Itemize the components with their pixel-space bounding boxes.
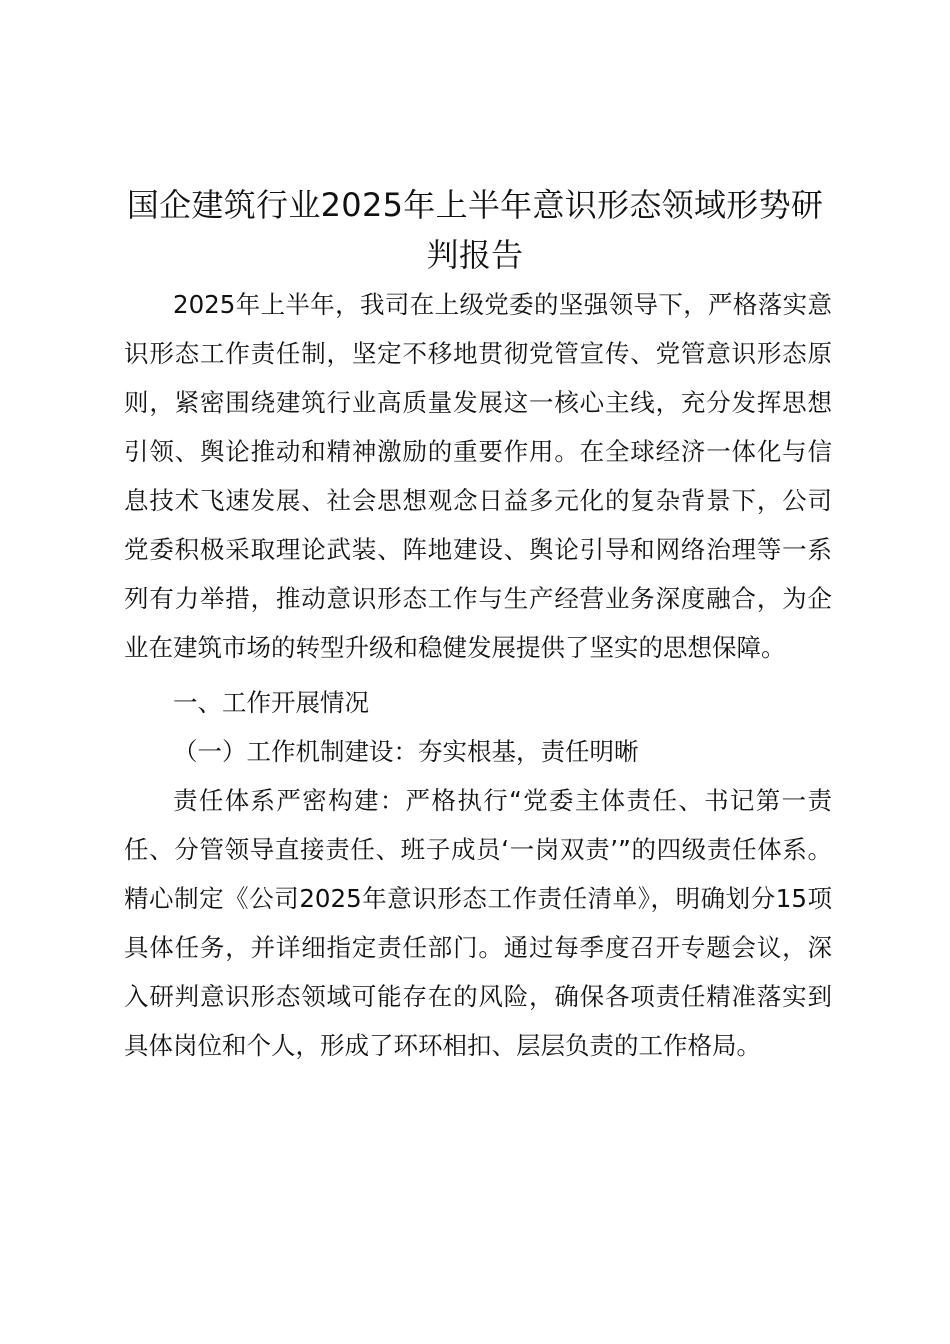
section-heading: 一、工作开展情况 — [173, 688, 369, 717]
document-title: 国企建筑行业2025年上半年意识形态领域形势研判报告 — [126, 186, 824, 274]
body-paragraph: 责任体系严密构建：严格执行“党委主体责任、书记第一责任、分管领导直接责任、班子成员‘一岗双责’”的四级责任体系。精心制定《公司2025年意识形态工作责任清单》，明确划分15项具体任务，并详细指定责任部门。通过每季度召开专题会议，深入研判意识形态领域可能存在的风险，确保各项责任精准落实到具体岗位和个人，形成了环环相扣、层层负责的工作格局。 — [124, 786, 832, 1060]
subsection-heading: （一）工作机制建设：夯实根基，责任明晰 — [173, 737, 639, 766]
intro-paragraph: 2025年上半年，我司在上级党委的坚强领导下，严格落实意识形态工作责任制，坚定不移地贯彻党管宣传、党管意识形态原则，紧密围绕建筑行业高质量发展这一核心主线，充分发挥思想引领、舆论推动和精神激励的重要作用。在全球经济一体化与信息技术飞速发展、社会思想观念日益多元化的复杂背景下，公司党委积极采取理论武装、阵地建设、舆论引导和网络治理等一系列有力举措，推动意识形态工作与生产经营业务深度融合，为企业在建筑市场的转型升级和稳健发展提供了坚实的思想保障。 — [124, 290, 832, 662]
document-body — [124, 280, 832, 1070]
